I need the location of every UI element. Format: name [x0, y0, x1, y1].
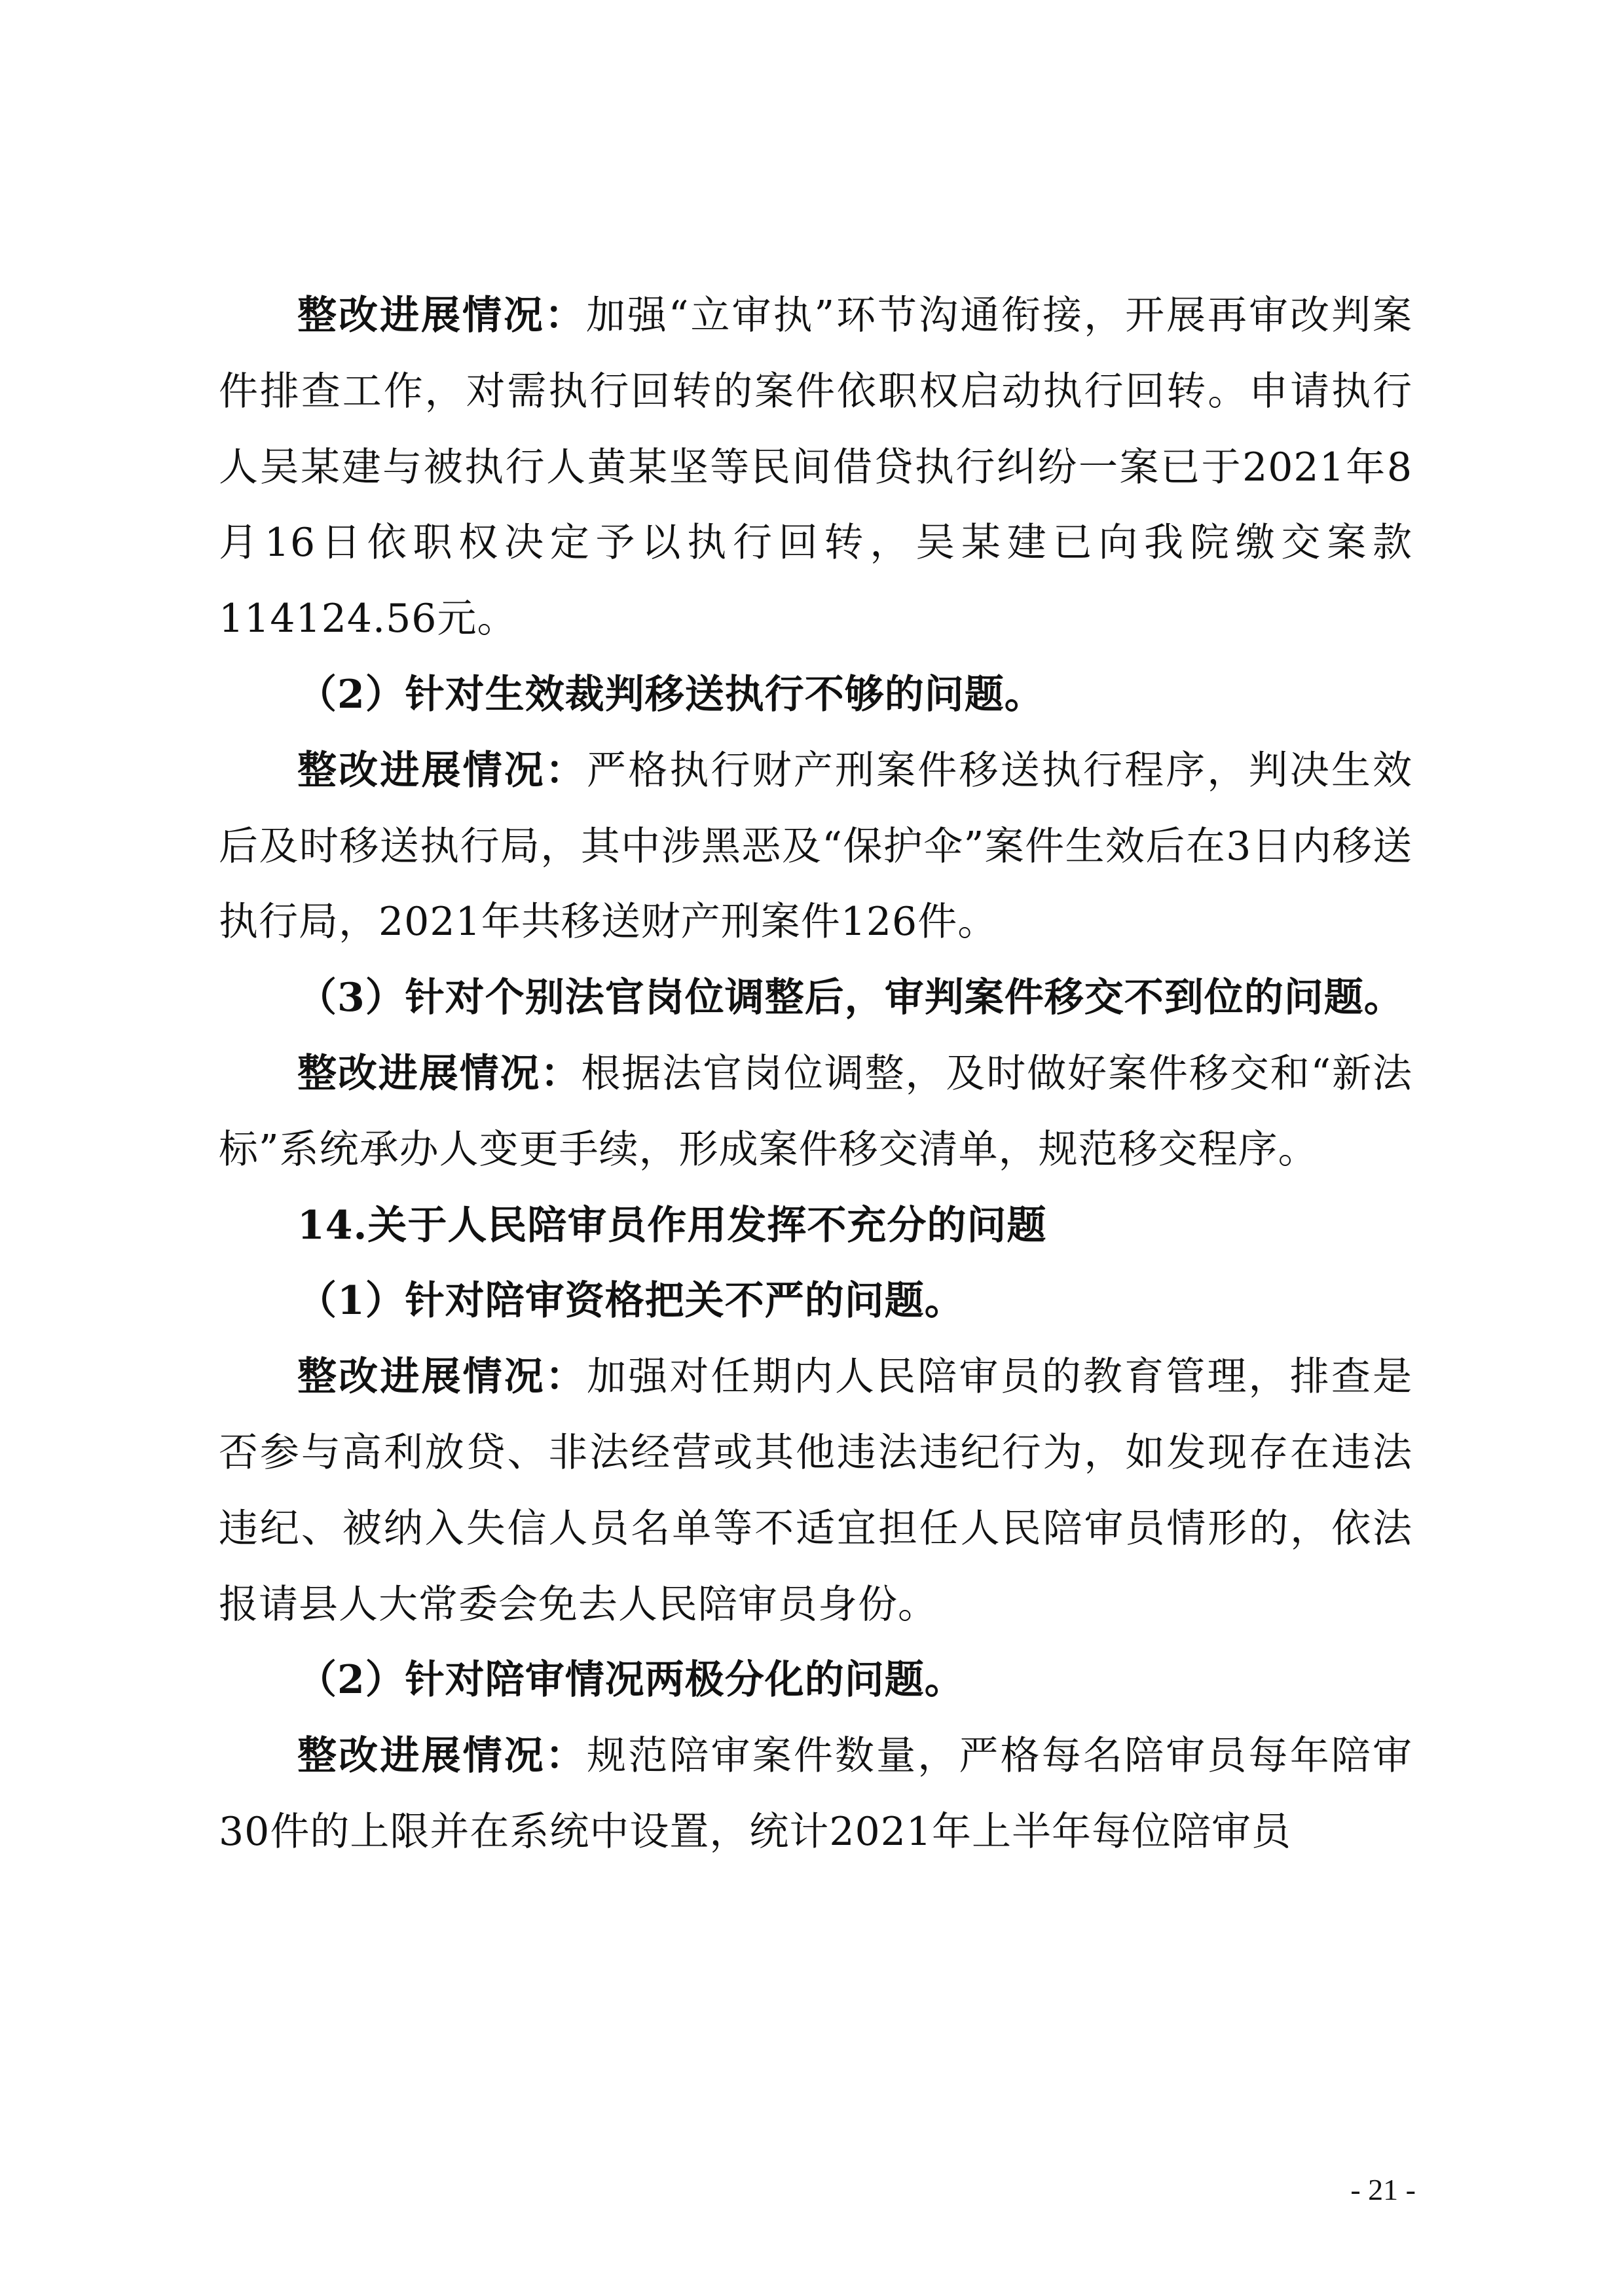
- progress-lead: 整改进展情况：: [297, 1354, 587, 1400]
- issue-heading-2: （2）针对生效裁判移送执行不够的问题。: [297, 671, 1044, 718]
- section-heading-14: 14.关于人民陪审员作用发挥不充分的问题: [297, 1202, 1047, 1248]
- document-body: [219, 278, 1412, 1870]
- page-number: - 21 -: [1350, 2173, 1416, 2206]
- progress-text: 加强“立审执”环节沟通衔接，开展再审改判案件排查工作，对需执行回转的案件依职权启动执行回转。申请执行人吴某建与被执行人黄某坚等民间借贷执行纠纷一案已于2021年8月16日依职权决定予以执行回转，吴某建已向我院缴交案款114124.56元。: [219, 293, 1413, 642]
- progress-paragraph-5: [219, 1719, 1412, 1870]
- progress-text: 严格执行财产刑案件移送执行程序，判决生效后及时移送执行局，其中涉黑恶及“保护伞”案件生效后在3日内移送执行局，2021年共移送财产刑案件126件。: [219, 747, 1412, 945]
- progress-lead: 整改进展情况：: [297, 1733, 587, 1779]
- progress-text: 根据法官岗位调整，及时做好案件移交和“新法标”系统承办人变更手续，形成案件移交清单，规范移交程序。: [219, 1050, 1412, 1173]
- issue-heading-3: （3）针对个别法官岗位调整后，审判案件移交不到位的问题。: [297, 975, 1404, 1021]
- progress-lead: 整改进展情况：: [297, 293, 586, 338]
- progress-lead: 整改进展情况：: [297, 747, 587, 793]
- progress-text: 规范陪审案件数量，严格每名陪审员每年陪审30件的上限并在系统中设置，统计2021年上半年每位陪审员: [219, 1733, 1412, 1855]
- issue-heading-14-2: （2）针对陪审情况两极分化的问题。: [297, 1657, 965, 1704]
- progress-paragraph-1: [219, 278, 1412, 657]
- progress-paragraph-4: [219, 1339, 1412, 1643]
- progress-text: 加强对任期内人民陪审员的教育管理，排查是否参与高利放贷、非法经营或其他违法违纪行为，如发现存在违法违纪、被纳入失信人员名单等不适宜担任人民陪审员情形的，依法报请县人大常委会免去人民陪审员身份。: [219, 1354, 1412, 1628]
- progress-paragraph-3: [219, 1036, 1412, 1188]
- progress-paragraph-2: [219, 733, 1412, 960]
- progress-lead: 整改进展情况：: [297, 1050, 581, 1097]
- issue-heading-14-1: （1）针对陪审资格把关不严的问题。: [297, 1278, 965, 1324]
